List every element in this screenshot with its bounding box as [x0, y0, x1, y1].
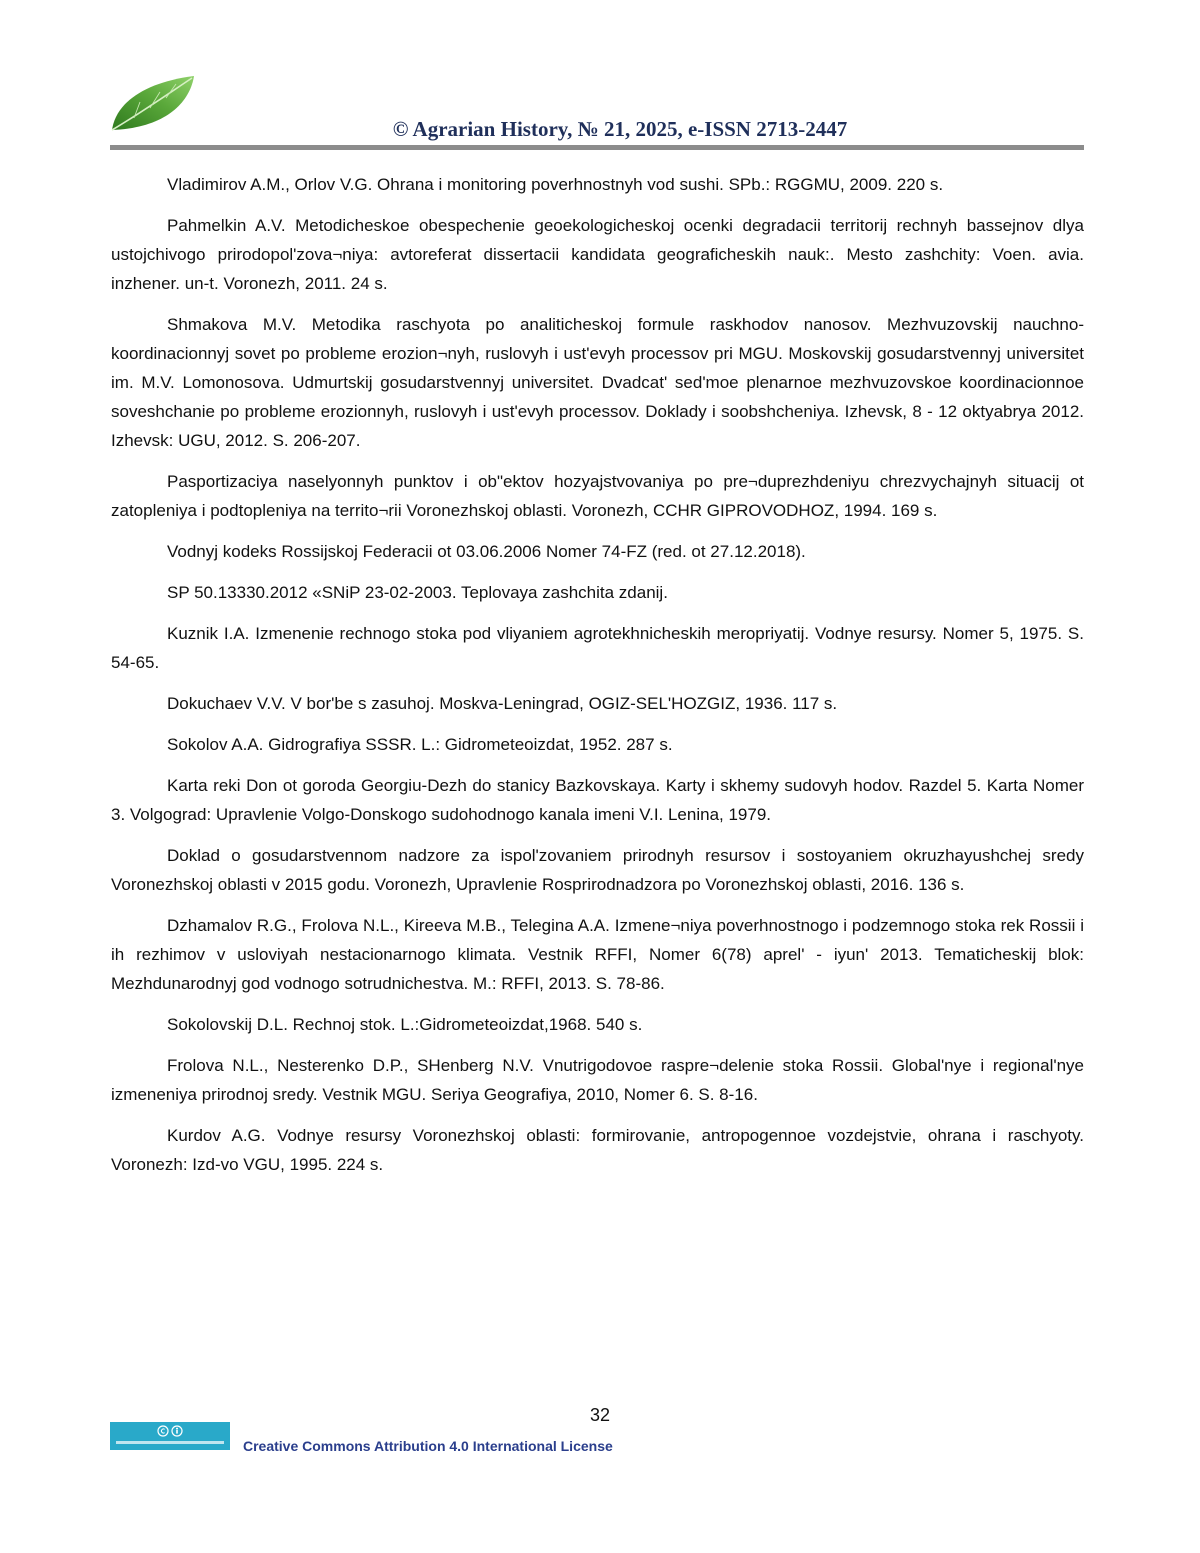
page-number: 32: [589, 1405, 611, 1425]
leaf-logo-icon: [106, 72, 202, 136]
reference-item: Sokolov A.A. Gidrografiya SSSR. L.: Gidrometeoizdat, 1952. 287 s.: [167, 735, 673, 754]
reference-list: [111, 170, 1084, 1191]
reference-item: Sokolovskij D.L. Rechnoj stok. L.:Gidrometeoizdat,1968. 540 s.: [167, 1015, 643, 1034]
reference-item: Pahmelkin A.V. Metodicheskoe obespechenie geoekologicheskoj ocenki degradacii territorij rechnyh bassejnov dlya ustojchivogo prirodopol'zova¬niya: avtoreferat dissertacii kandidata geograficheskih nauk:. Mesto zashchity: Voen. avia. inzhener. un-t. Voronezh, 2011. 24 s.: [111, 216, 1084, 293]
reference-item: Kuznik I.A. Izmenenie rechnogo stoka pod vliyaniem agrotekhnicheskih meropriyatij. Vodnye resursy. Nomer 5, 1975. S. 54-65.: [111, 624, 1084, 672]
reference-item: Karta reki Don ot goroda Georgiu-Dezh do stanicy Bazkovskaya. Karty i skhemy sudovyh hodov. Razdel 5. Karta Nomer 3. Volgograd: Upravlenie Volgo-Donskogo sudohodnogo kanala imeni V.I. Lenina, 1979.: [111, 776, 1084, 824]
journal-title: © Agrarian History, № 21, 2025, e-ISSN 2713-2447: [392, 117, 848, 141]
reference-item: Frolova N.L., Nesterenko D.P., SHenberg N.V. Vnutrigodovoe raspre¬delenie stoka Rossii. Global'nye i regional'nye izmeneniya prirodnoj sredy. Vestnik MGU. Seriya Geografiya, 2010, Nomer 6. S. 8-16.: [111, 1056, 1084, 1104]
license-link[interactable]: Creative Commons Attribution 4.0 International License: [243, 1438, 613, 1454]
reference-item: Pasportizaciya naselyonnyh punktov i ob"ektov hozyajstvovaniya po pre¬duprezhdeniyu chrezvychajnyh situacij ot zatopleniya i podtopleniya na territo¬rii Voronezhskoj oblasti. Voronezh, CCHR GIPROVODHOZ, 1994. 169 s.: [111, 472, 1084, 520]
cc-by-icon: [156, 1425, 184, 1437]
header-rule: [110, 145, 1084, 150]
reference-item: Vladimirov A.M., Orlov V.G. Ohrana i monitoring poverhnostnyh vod sushi. SPb.: RGGMU, 2009. 220 s.: [167, 175, 944, 194]
badge-lettering: [116, 1441, 224, 1444]
cc-license-badge[interactable]: [110, 1422, 230, 1450]
reference-item: Doklad o gosudarstvennom nadzore za ispol'zovaniem prirodnyh resursov i sostoyaniem okruzhayushchej sredy Voronezhskoj oblasti v 2015 godu. Voronezh, Upravlenie Rosprirodnadzora po Voronezhskoj oblasti, 2016. 136 s.: [111, 846, 1084, 894]
reference-item: SP 50.13330.2012 «SNiP 23-02-2003. Teplovaya zashchita zdanij.: [167, 583, 668, 602]
reference-item: Vodnyj kodeks Rossijskoj Federacii ot 03.06.2006 Nomer 74-FZ (red. ot 27.12.2018).: [167, 542, 806, 561]
reference-item: Shmakova M.V. Metodika raschyota po analiticheskoj formule raskhodov nanosov. Mezhvuzovskij nauchno-koordinacionnyj sovet po probleme erozion¬nyh, ruslovyh i ust'evyh processov pri MGU. Moskovskij gosudarstvennyj universitet im. M.V. Lomonosova. Udmurtskij gosudarstvennyj universitet. Dvadcat' sed'moe plenarnoe mezhvuzovskoe koordinacionnoe soveshchanie po probleme erozionnyh, ruslovyh i ust'evyh processov. Doklady i soobshcheniya. Izhevsk, 8 - 12 oktyabrya 2012. Izhevsk: UGU, 2012. S. 206-207.: [111, 315, 1084, 450]
reference-item: Kurdov A.G. Vodnye resursy Voronezhskoj oblasti: formirovanie, antropogennoe vozdejstvie, ohrana i raschyoty. Voronezh: Izd-vo VGU, 1995. 224 s.: [111, 1126, 1084, 1174]
reference-item: Dzhamalov R.G., Frolova N.L., Kireeva M.B., Telegina A.A. Izmene¬niya poverhnostnogo i podzemnogo stoka rek Rossii i ih rezhimov v usloviyah nestacionarnogo klimata. Vestnik RFFI, Nomer 6(78) aprel' - iyun' 2013. Tematicheskij blok: Mezhdunarodnyj god vodnogo sotrudnichestva. M.: RFFI, 2013. S. 78-86.: [111, 916, 1084, 993]
reference-item: Dokuchaev V.V. V bor'be s zasuhoj. Moskva-Leningrad, OGIZ-SEL'HOZGIZ, 1936. 117 s.: [167, 694, 838, 713]
